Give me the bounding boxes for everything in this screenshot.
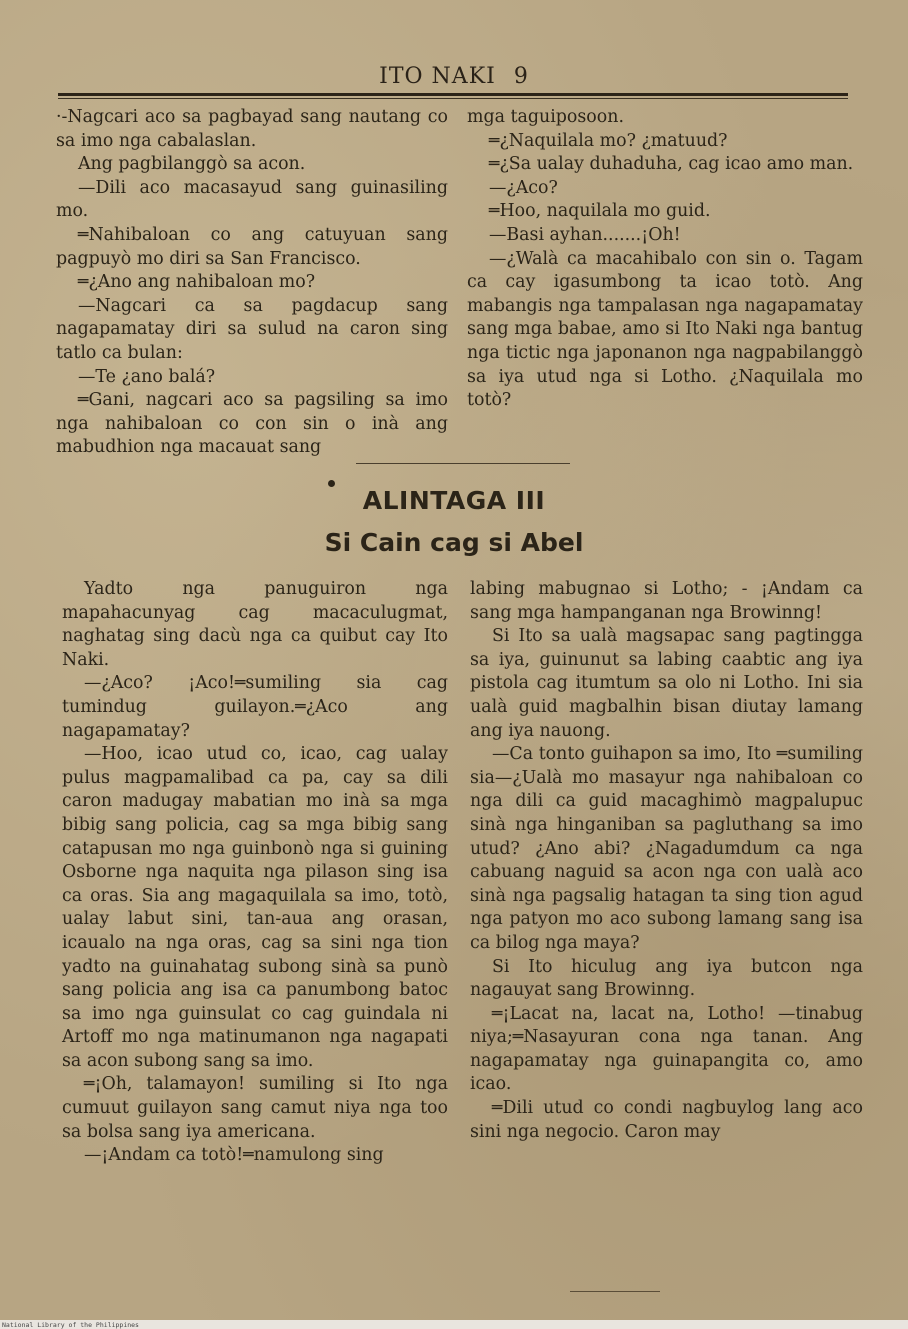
paragraph: —¿Walà ca macahibalo con sin o. Tagam ca cay igasumbong ta icao totò. Ang mabangis nga tampalasan nga nagapamatay sang mga babae, amo si Ito Naki nga bantug nga tictic nga japonanon nga nagpabilanggò sa iya utud nga si Lotho. ¿Naquilala mo totò?	[467, 248, 863, 411]
paragraph: Si Ito hiculug ang iya butcon nga nagauyat sang Browinng.	[470, 956, 863, 1001]
paragraph: ═¡Lacat na, lacat na, Lotho! —tinabug niya;═Nasayuran cona nga tanan. Ang nagapamatay nga guinapangita co, amo icao.	[470, 1003, 863, 1095]
paragraph: ═¿Ano ang nahibaloan mo?	[78, 272, 316, 293]
page-number: 9	[513, 64, 529, 89]
paragraph: —Nagcari ca sa pagdacup sang nagapamatay diri sa sulud na caron sing tatlo ca bulan:	[56, 295, 448, 363]
paragraph: —Dili aco macasayud sang guinasiling mo.	[56, 177, 448, 222]
running-title: ITO NAKI	[379, 64, 496, 89]
footer-rule	[570, 1291, 660, 1292]
paragraph: ═¿Naquilala mo? ¿matuud?	[489, 130, 728, 151]
paragraph: mga taguiposoon.	[467, 107, 624, 127]
paragraph: —¿Aco? ¡Aco!═sumiling sia cag tumindug guilayon.═¿Aco ang nagapamatay?	[62, 673, 448, 741]
paragraph: ═¡Oh, talamayon! sumiling si Ito nga cumuut guilayon sang camut niya nga too sa bolsa sang iya americana.	[62, 1074, 448, 1142]
paragraph: —Basi ayhan.......¡Oh!	[489, 224, 681, 245]
paragraph: Si Ito sa ualà magsapac sang pagtingga sa iya, guinunut sa labing caabtic ang iya pistola cag itumtum sa olo ni Lotho. Ini sia ualà guid magbalhin bisan diutay lamang ang iya nauong.	[470, 626, 863, 741]
top-right-column	[467, 106, 863, 413]
paragraph: —Hoo, icao utud co, icao, cag ualay pulus magpamalibad ca pa, cay sa dili caron madugay mabatian mo inà sa mga bibig sang policia, cag sa mga bibig sang catapusan mo nga guinbonò nga si guining Osborne nga naquita nga pilason sing isa ca oras. Sia ang magaquilala sa imo, totò, ualay labut sini, tan-aua ang orasan, icaualo na nga oras, cag sa sini nga tion yadto na guinahatag subong sinà sa punò sang policia ang isa ca panumbong batoc sa imo nga guinsulat co cag guindala ni Artoff mo nga matinumanon nga nagapati sa acon subong sang sa imo.	[62, 744, 448, 1071]
paragraph: Yadto nga panuguiron nga mapahacunyag cag macaculugmat, naghatag sing dacù nga ca quibut cay Ito Naki.	[62, 579, 448, 670]
paragraph: —Te ¿ano balá?	[78, 366, 216, 387]
bottom-right-column	[470, 578, 863, 1144]
paragraph: —¿Aco?	[489, 177, 558, 198]
paragraph: ·-Nagcari aco sa pagbayad sang nautang co sa imo nga cabalaslan.	[56, 107, 448, 151]
bottom-left-column	[62, 578, 448, 1168]
paragraph: Ang pagbilanggò sa acon.	[78, 154, 306, 175]
header-rule-thin	[58, 98, 848, 99]
paragraph: ═Gani, nagcari aco sa pagsiling sa imo nga nahibaloan co con sin o inà ang mabudhion nga macauat sang	[56, 390, 448, 458]
paragraph: ═Dili utud co condi nagbuylog lang aco sini nga negocio. Caron may	[470, 1098, 863, 1142]
top-left-column	[56, 106, 448, 460]
paragraph: ═Nahibaloan co ang catuyuan sang pagpuyò mo diri sa San Francisco.	[56, 224, 448, 269]
paragraph: ═¿Sa ualay duhaduha, cag icao amo man.	[489, 154, 854, 175]
paragraph: labing mabugnao si Lotho; - ¡Andam ca sang mga hampanganan nga Browinng!	[470, 579, 863, 623]
library-credit: National Library of the Philippines	[2, 1321, 139, 1329]
header-rule	[58, 93, 848, 96]
paragraph: —Ca tonto guihapon sa imo, Ito ═sumiling sia—¿Ualà mo masayur nga nahibaloan co nga dili ca guid macaghimò magpalupuc sinà nga hinganiban sa pagluthang sa imo utud? ¿Ano abi? ¿Nagadumdum ca nga cabuang naguid sa acon nga con ualà aco sinà nga pagsalig hatagan ta sing tion agud nga patyon mo aco subong lamang sang isa ca bilog nga maya?	[470, 744, 863, 953]
chapter-subtitle: Si Cain cag si Abel	[324, 528, 584, 557]
paragraph: —¡Andam ca totò!═namulong sing	[84, 1145, 384, 1166]
chapter-title: ALINTAGA III	[362, 486, 546, 515]
running-head	[0, 64, 908, 89]
paragraph: ═Hoo, naquilala mo guid.	[489, 201, 711, 222]
section-divider	[356, 463, 570, 464]
